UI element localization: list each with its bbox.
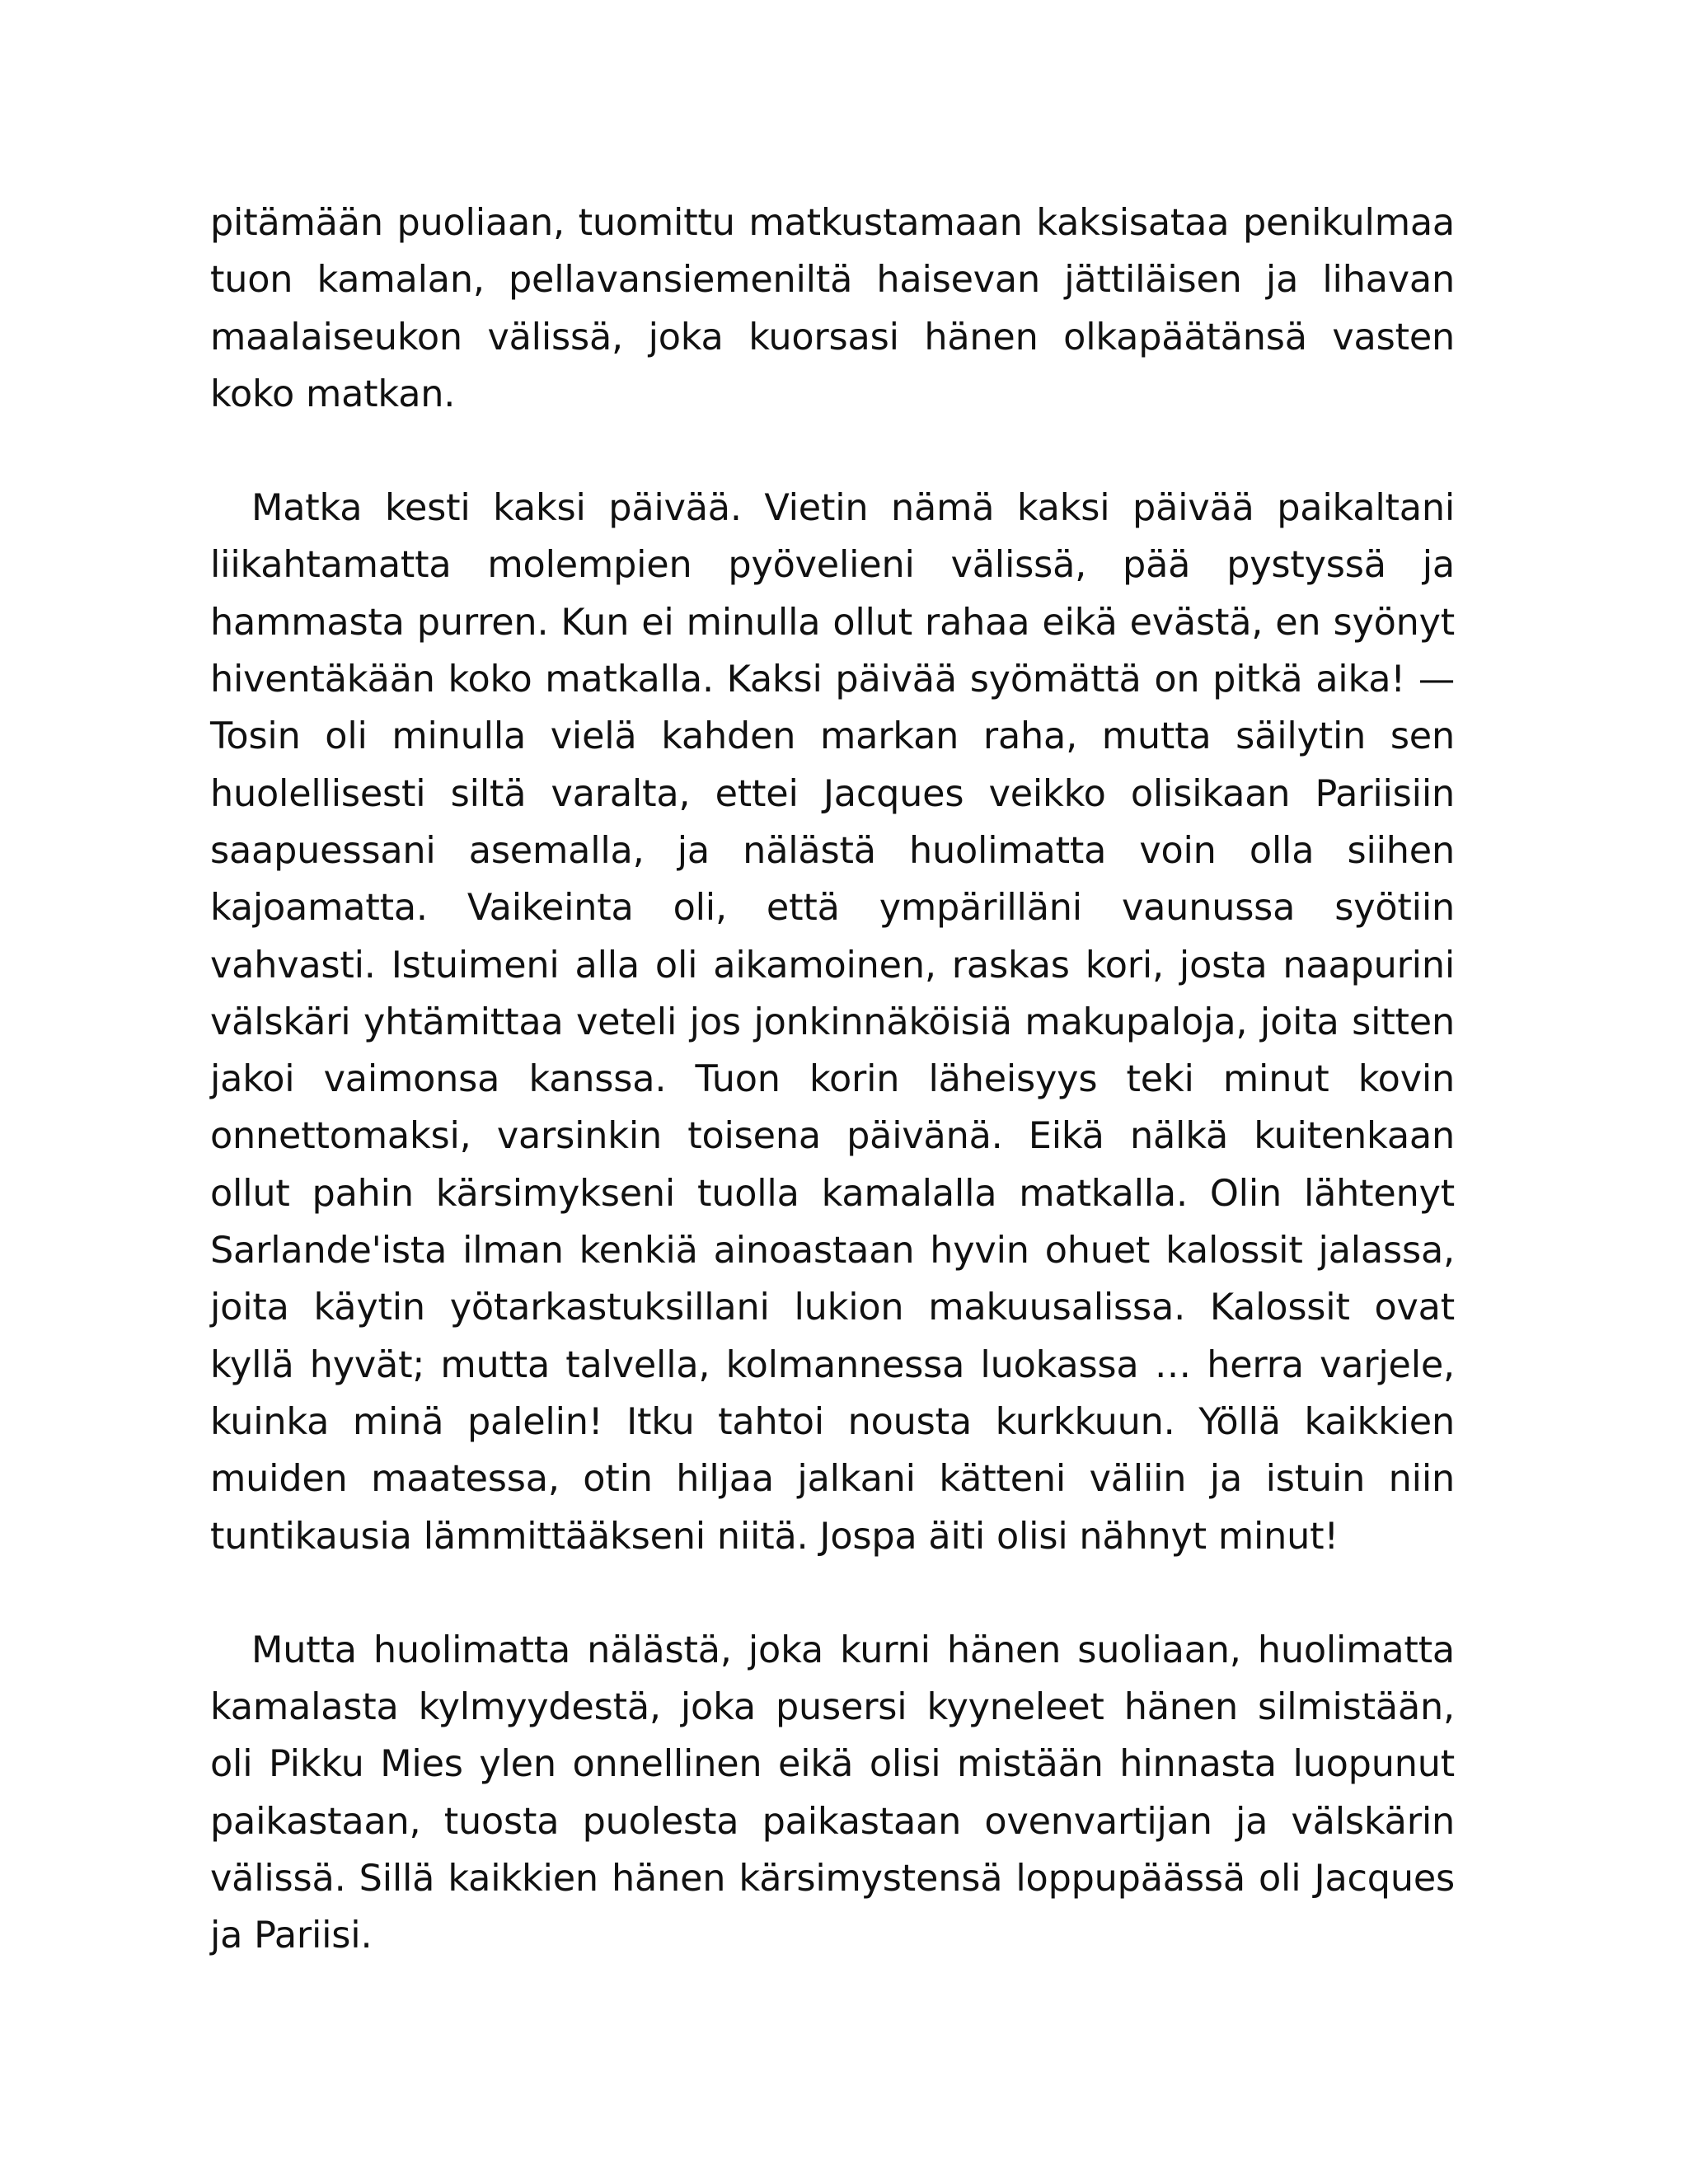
body-text: [210, 194, 1455, 2022]
paragraph-1: pitämään puoliaan, tuomittu matkustamaan kaksisataa penikulmaa tuon kamalan, pellavansiemeniltä haisevan jättiläisen ja lihavan maalaiseukon välissä, joka kuorsasi hänen olkapäätänsä vasten koko matkan.: [210, 202, 1455, 415]
paragraph-3: Mutta huolimatta nälästä, joka kurni hänen suoliaan, huolimatta kamalasta kylmyydestä, joka pusersi kyyneleet hänen silmistään, oli Pikku Mies ylen onnellinen eikä olisi mistään hinnasta luopunut paikastaan, tuosta puolesta paikastaan ovenvartijan ja välskärin välissä. Sillä kaikkien hänen kärsimystensä loppupäässä oli Jacques ja Pariisi.: [210, 1629, 1455, 1957]
paragraph-2: Matka kesti kaksi päivää. Vietin nämä kaksi päivää paikaltani liikahtamatta molempien pyövelieni välissä, pää pystyssä ja hammasta purren. Kun ei minulla ollut rahaa eikä evästä, en syönyt hiventäkään koko matkalla. Kaksi päivää syömättä on pitkä aika! — Tosin oli minulla vielä kahden markan raha, mutta säilytin sen huolellisesti siltä varalta, ettei Jacques veikko olisikaan Pariisiin saapuessani asemalla, ja nälästä huolimatta voin olla siihen kajoamatta. Vaikeinta oli, että ympärilläni vaunussa syötiin vahvasti. Istuimeni alla oli aikamoinen, raskas kori, josta naapurini välskäri yhtämittaa veteli jos jonkinnäköisiä makupaloja, joita sitten jakoi vaimonsa kanssa. Tuon korin läheisyys teki minut kovin onnettomaksi, varsinkin toisena päivänä. Eikä nälkä kuitenkaan ollut pahin kärsimykseni tuolla kamalalla matkalla. Olin lähtenyt Sarlande'ista ilman kenkiä ainoastaan hyvin ohuet kalossit jalassa, joita käytin yötarkastuksillani lukion makuusalissa. Kalossit ovat kyllä hyvät; mutta talvella, kolmannessa luokassa … herra varjele, kuinka minä palelin! Itku tahtoi nousta kurkkuun. Yöllä kaikkien muiden maatessa, otin hiljaa jalkani kätteni väliin ja istuin niin tuntikausia lämmittääkseni niitä. Jospa äiti olisi nähnyt minut!: [210, 487, 1455, 1558]
